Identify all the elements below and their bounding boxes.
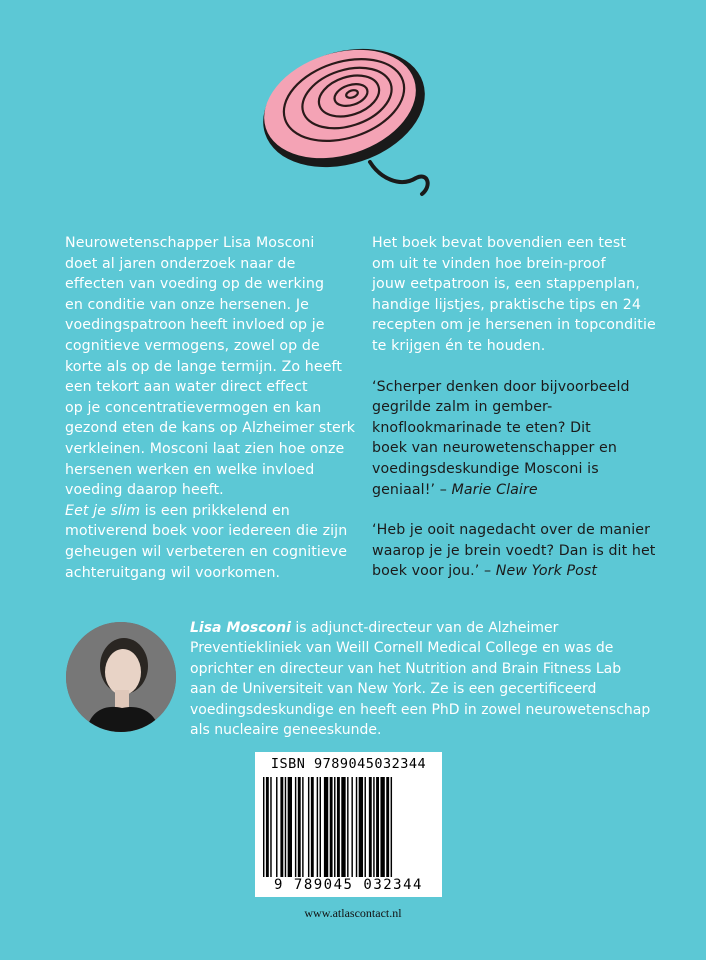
- description-paragraph: Neurowetenschapper Lisa Mosconi doet al jaren onderzoek naar de effecten van voeding op de werking en conditie van onze hersenen. Je voedingspatroon heeft invloed op je cognitieve vermogens, zowel op de korte als op de lange termijn. Zo heeft een tekort aan water direct effect op je concentratievermogen en kan gezond eten de kans op Alzheimer sterk verkleinen. Mosconi laat zien hoe onze hersenen werken en welke invloed voeding daarop heeft.: [65, 235, 356, 499]
- barcode-bar: [373, 777, 374, 877]
- quote-text: ‘Heb je ooit nagedacht over de manier waarop je je brein voedt? Dan is dit het boek voor jou.’ –: [372, 522, 656, 580]
- barcode-bar: [311, 777, 314, 877]
- barcode-bar: [351, 777, 352, 877]
- description-right: [372, 233, 662, 582]
- barcode-bar: [270, 777, 271, 877]
- isbn-label: ISBN 9789045032344: [270, 756, 427, 772]
- barcode-bar: [317, 777, 318, 877]
- barcode-bar: [266, 777, 269, 877]
- description-left: [65, 233, 365, 583]
- barcode-bar: [334, 777, 335, 877]
- author-name: Lisa Mosconi: [190, 620, 291, 636]
- barcode-bar: [280, 777, 283, 877]
- barcode-bar: [308, 777, 309, 877]
- quote-new-york-post: [372, 520, 662, 582]
- barcode-bar: [380, 777, 384, 877]
- barcode-bar: [320, 777, 321, 877]
- barcode-bar: [347, 777, 348, 877]
- barcode: [255, 752, 442, 897]
- barcode-bar: [298, 777, 301, 877]
- author-photo: [66, 622, 176, 732]
- publisher-website: www.atlascontact.nl: [304, 906, 402, 920]
- barcode-bar: [276, 777, 277, 877]
- book-title-italic: Eet je slim: [65, 502, 141, 519]
- barcode-bar: [263, 777, 264, 877]
- barcode-bar: [376, 777, 379, 877]
- barcode-bar: [369, 777, 372, 877]
- barcode-bar: [324, 777, 328, 877]
- barcode-bar: [359, 777, 363, 877]
- barcode-bar: [386, 777, 389, 877]
- beet-slice-illustration: [250, 38, 440, 203]
- barcode-bar: [365, 777, 366, 877]
- barcode-digits: 9 789045 032344: [274, 877, 423, 893]
- barcode-bar: [285, 777, 286, 877]
- barcode-bar: [337, 777, 340, 877]
- barcode-bar: [341, 777, 345, 877]
- barcode-bar: [391, 777, 392, 877]
- barcode-bar: [302, 777, 303, 877]
- author-bio-text: is adjunct-directeur van de Alzheimer Preventiekliniek van Weill Cornell Medical College en was de oprichter en directeur van het Nutrition and Brain Fitness Lab aan de Universiteit van New York. Ze is een gecertificeerd voedingsdeskundige en heeft een PhD in zowel neurowetenschap als nucleaire geneeskunde.: [190, 620, 651, 739]
- quote-source: Marie Claire: [451, 481, 538, 498]
- quote-marie-claire: [372, 377, 662, 501]
- quote-source: New York Post: [495, 563, 598, 580]
- author-bio: [190, 618, 670, 740]
- barcode-bar: [288, 777, 292, 877]
- barcode-bar: [356, 777, 357, 877]
- description-paragraph-continued: is een prikkelend en motiverend boek voor iedereen die zijn geheugen wil verbeteren en cognitieve achteruitgang wil voorkomen.: [65, 502, 348, 581]
- barcode-bar: [295, 777, 296, 877]
- barcode-bar: [330, 777, 333, 877]
- quote-text: ‘Scherper denken door bijvoorbeeld gegrilde zalm in gember- knoflookmarinade te eten? Dit boek van neurowetenschapper en voedingsdeskundige Mosconi is geniaal!’ –: [372, 378, 630, 498]
- barcode-bars: [263, 777, 434, 877]
- contents-paragraph: Het boek bevat bovendien een test om uit te vinden hoe brein-proof jouw eetpatroon is, een stappenplan, handige lijstjes, praktische tips en 24 recepten om je hersenen in topconditie te krijgen én te houden.: [372, 235, 656, 354]
